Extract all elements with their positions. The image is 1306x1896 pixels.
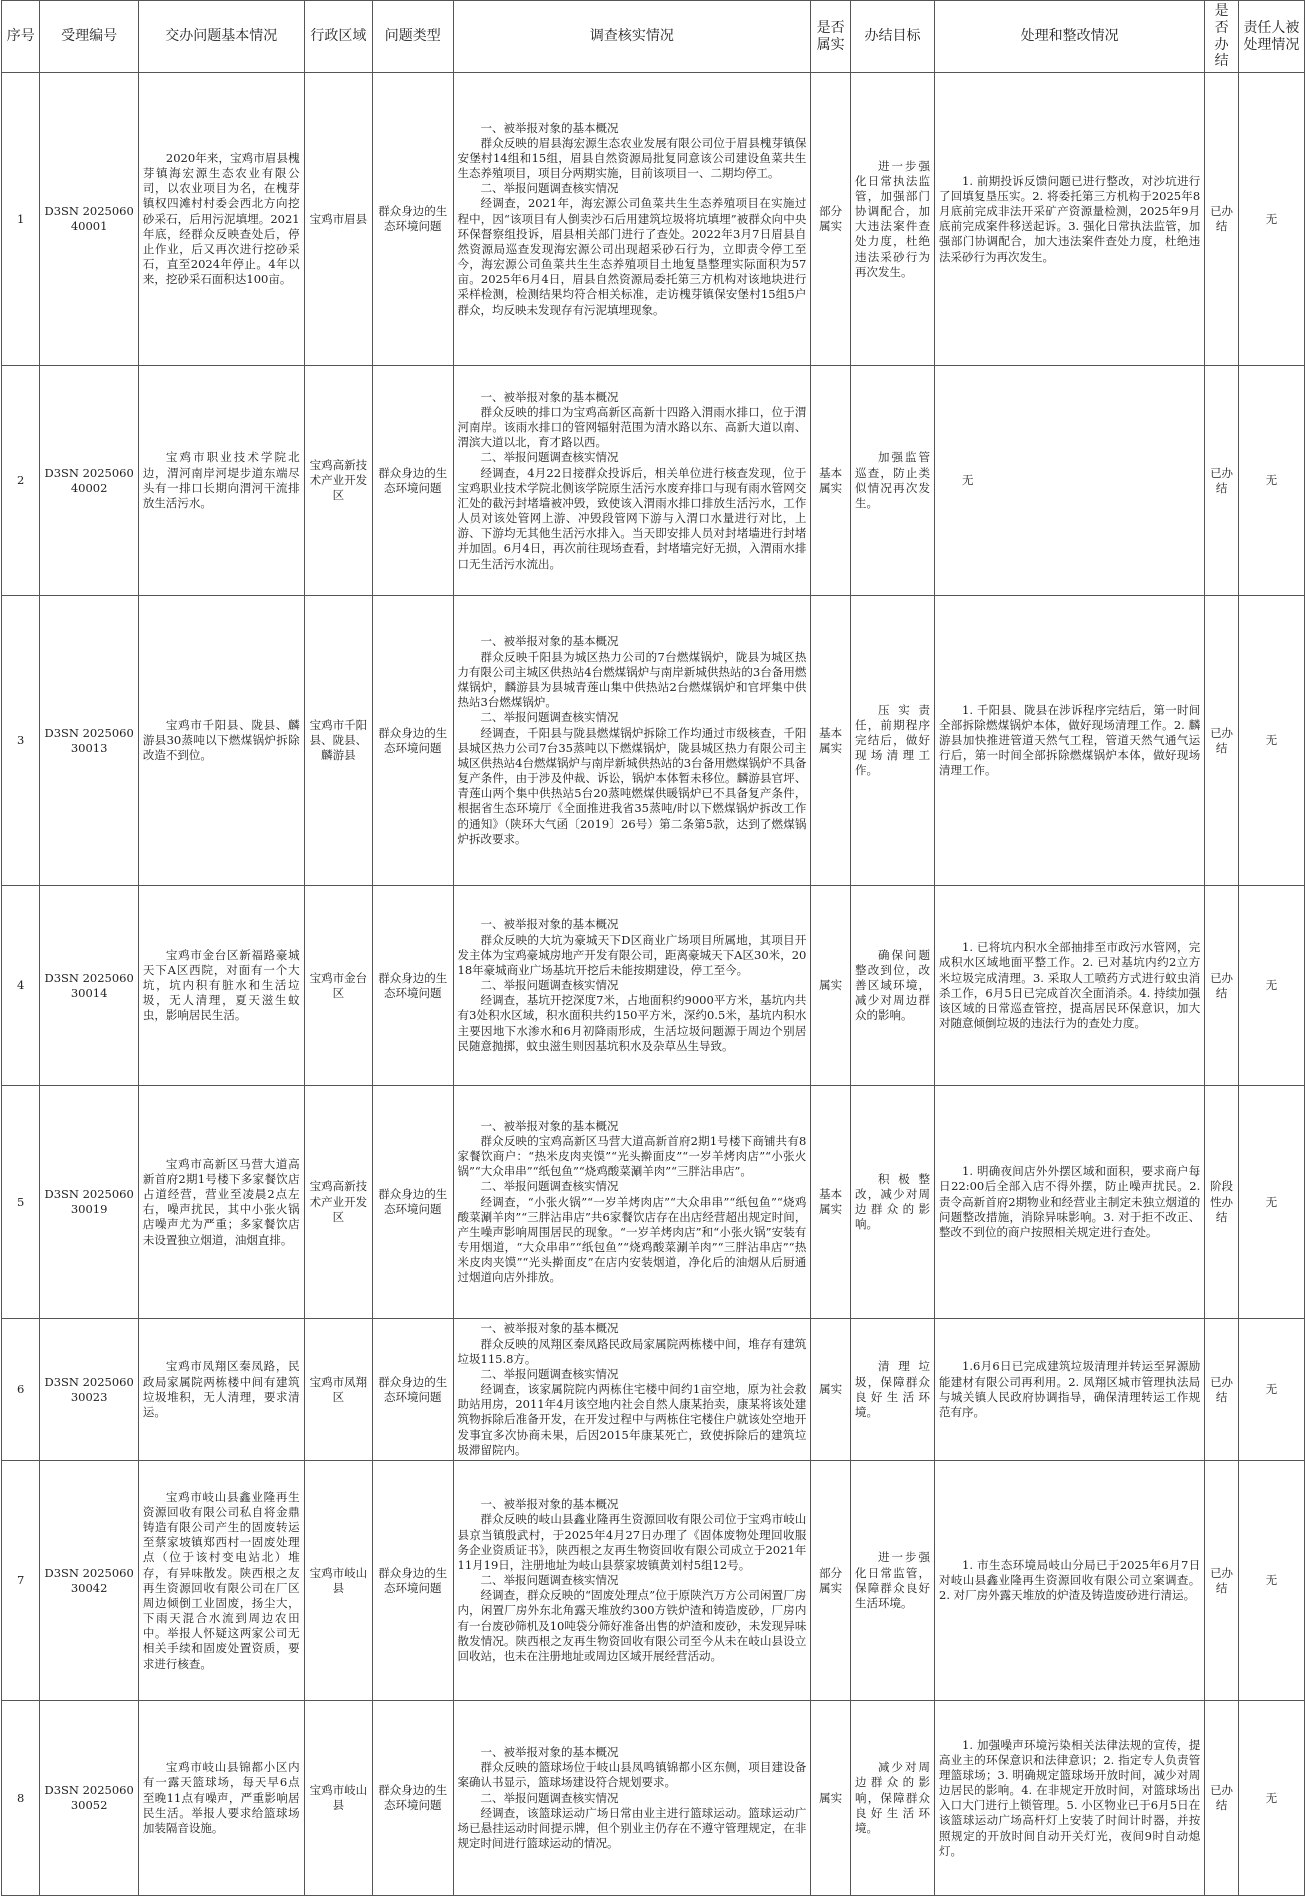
verified-status: 基本属实 — [811, 596, 851, 886]
investigation-paragraph: 经调查，基坑开挖深度7米，占地面积约9000平方米，基坑内共有3处积水区域，积水面积共约150平方米，深约0.5米，基坑内积水主要因地下水渗水和6月初降雨形成，生活垃圾问题源于周边个别居民随意抛掷，蚊虫滋生则因基坑积水及杂草丛生导致。 — [457, 993, 807, 1053]
accountability: 无 — [1238, 1319, 1304, 1461]
investigation-paragraph: 经调查，4月22日接群众投诉后，相关单位进行核查发现，位于宝鸡职业技术学院北侧该学院原生活污水废弃排口与现有雨水管网交汇处的截污封堵墙被冲毁，致使该入渭雨水排口排放生活污水，工作人员对该处管网上游、冲毁段管网下游与入渭口水量进行对比，上游、下游均无其他生活污水排入。当天即安排人员对封堵墙进行封堵并加固。6月4日，再次前往现场查看，封堵墙完好无损，入渭雨水排口无生活污水流出。 — [457, 465, 807, 571]
verified-status: 部分属实 — [811, 1461, 851, 1701]
investigation — [453, 1701, 811, 1896]
investigation-paragraph: 群众反映的宝鸡高新区马营大道高新首府2期1号楼下商铺共有8家餐饮商户：“热米皮肉夹馍”“光头擀面皮”“一岁羊烤肉店”“小张火锅”“大众串串”“纸包鱼”“烧鸡酸菜涮羊肉”“三胖沾串店”。 — [457, 1133, 807, 1179]
investigation-paragraph: 经调查，2021年，海宏源公司鱼菜共生生态养殖项目在实施过程中，因“该项目有人倒卖沙石后用建筑垃圾将坑填埋”被群众向中央环保督察组投诉，眉县相关部门进行了查处。2022年3月7日眉县自然资源局巡查发现海宏源公司出现超采砂石行为，立即责令停工至今，海宏源公司鱼菜共生生态养殖项目土地复垦整理实际面积为57亩。2025年6月4日，眉县自然资源局委托第三方机构对该地块进行采样检测，检测结果均符合相关标准，走访槐芽镇保安堡村15组5户群众，均反映未发现存有污泥填埋现象。 — [457, 196, 807, 317]
closed-status: 已办结 — [1205, 1319, 1239, 1461]
investigation-paragraph: 经调查，群众反映的“固废处理点”位于原陕汽万方公司闲置厂房内，闲置厂房外东北角露天堆放约300方铁炉渣和铸造废砂，厂房内有一台废砂筛机及10吨袋分筛好准备出售的炉渣和废砂，未发现异味散发情况。陕西根之友再生物资回收有限公司至今从未在岐山县设立回收站，也未在注册地址或周边区域开展经营活动。 — [457, 1588, 807, 1663]
verified-status: 部分属实 — [811, 73, 851, 366]
closed-status: 已办结 — [1205, 366, 1239, 596]
investigation — [453, 596, 811, 886]
closure-goal: 减少对周边群众的影响，保障群众良好生活环境。 — [850, 1701, 934, 1896]
region: 宝鸡市凤翔区 — [304, 1319, 372, 1461]
region: 宝鸡高新技术产业开发区 — [304, 1086, 372, 1319]
handling-measures: 1. 明确夜间店外外摆区域和面积，要求商户每日22:00后全部入店不得外摆，防止噪声扰民。2. 责令高新首府2期物业和经营业主制定未独立烟道的问题整改措施，消除异味影响。3. 对于拒不改正、整改不到位的商户按照相关规定进行查处。 — [935, 1086, 1205, 1319]
col-header: 办结目标 — [850, 1, 934, 73]
table-row — [2, 1461, 1305, 1701]
col-header: 行政区域 — [304, 1, 372, 73]
investigation-paragraph: 二、举报问题调查核实情况 — [480, 1790, 619, 1805]
problem-type: 群众身边的生态环境问题 — [373, 1319, 453, 1461]
col-header: 是否属实 — [811, 1, 851, 73]
accountability: 无 — [1238, 366, 1304, 596]
verified-status: 属实 — [811, 886, 851, 1086]
investigation — [453, 1461, 811, 1701]
closure-goal: 积极整改，减少对周边群众的影响。 — [850, 1086, 934, 1319]
table-row — [2, 1086, 1305, 1319]
handling-measures: 1. 千阳县、陇县在涉诉程序完结后，第一时间全部拆除燃煤锅炉本体，做好现场清理工作。2. 麟游县加快推进管道天然气工程，管道天然气通气运行后，第一时间全部拆除燃煤锅炉本体，做好现场清理工作。 — [935, 596, 1205, 886]
table-row — [2, 73, 1305, 366]
verified-status: 属实 — [811, 1701, 851, 1896]
investigation-paragraph: 群众反映的眉县海宏源生态农业发展有限公司位于眉县槐芽镇保安堡村14组和15组，眉县自然资源局批复同意该公司建设鱼菜共生生态养殖项目，项目分两期实施，目前该项目一、二期均停工。 — [457, 135, 807, 181]
table-row — [2, 1319, 1305, 1461]
investigation-paragraph: 一、被举报对象的基本概况 — [480, 1497, 619, 1512]
investigation-paragraph: 一、被举报对象的基本概况 — [480, 389, 619, 404]
investigation-paragraph: 一、被举报对象的基本概况 — [480, 634, 619, 649]
table-header-row — [2, 1, 1305, 73]
closed-status: 已办结 — [1205, 596, 1239, 886]
accountability: 无 — [1238, 73, 1304, 366]
table-row — [2, 886, 1305, 1086]
case-id: D3SN 202506030023 — [40, 1319, 138, 1461]
investigation-paragraph: 二、举报问题调查核实情况 — [480, 1179, 619, 1194]
row-number: 4 — [2, 886, 40, 1086]
table-row — [2, 1701, 1305, 1896]
row-number: 5 — [2, 1086, 40, 1319]
investigation — [453, 1319, 811, 1461]
problem-type: 群众身边的生态环境问题 — [373, 1701, 453, 1896]
accountability: 无 — [1238, 1701, 1304, 1896]
col-header: 是否办结 — [1205, 1, 1239, 73]
investigation-paragraph: 二、举报问题调查核实情况 — [480, 181, 619, 196]
investigation-paragraph: 经调查，千阳县与陇县燃煤锅炉拆除工作均通过市级核查，千阳县城区热力公司7台35蒸吨以下燃煤锅炉，陇县城区热力有限公司主城区供热站4台燃煤锅炉与南岸新城供热站的3台备用燃煤锅炉不具备复产条件，由于涉及仲裁、诉讼，锅炉本体暂未移位。麟游县官坪、青莲山两个集中供热站5台20蒸吨燃煤供暖锅炉已不具备复产条件，根据省生态环境厅《全面推进我省35蒸吨/时以下燃煤锅炉拆改工作的通知》（陕环大气函〔2019〕26号）第二条第5款，达到了燃煤锅炉拆改要求。 — [457, 725, 807, 846]
problem-description: 宝鸡市千阳县、陇县、麟游县30蒸吨以下燃煤锅炉拆除改造不到位。 — [138, 596, 304, 886]
problem-type: 群众身边的生态环境问题 — [373, 1461, 453, 1701]
investigation-paragraph: 一、被举报对象的基本概况 — [480, 120, 619, 135]
investigation-paragraph: 经调查，该家属院院内两栋住宅楼中间约1亩空地，原为社会救助站用房，2011年4月该空地内社会自然人康某抬卖，康某将该处建筑物拆除后准备开发，在开发过程中与两栋住宅楼住户就该处空地开发事宜多次协商未果，后因2015年康某死亡，致使拆除后的建筑垃圾滞留院内。 — [457, 1382, 807, 1457]
verified-status: 基本属实 — [811, 1086, 851, 1319]
col-header: 处理和整改情况 — [935, 1, 1205, 73]
row-number: 2 — [2, 366, 40, 596]
investigation-paragraph: 一、被举报对象的基本概况 — [480, 917, 619, 932]
handling-measures: 1. 加强噪声环境污染相关法律法规的宣传，提高业主的环保意识和法律意识；2. 指定专人负责管理篮球场；3. 明确规定篮球场开放时间，减少对周边居民的影响。4. 在非规定开放时间，对篮球场出入口大门进行上锁管理。5. 小区物业已于6月5日在该篮球运动广场高杆灯上安装了时间计时器，并按照规定的开放时间自动开关灯光，夜间9时自动熄灯。 — [935, 1701, 1205, 1896]
closed-status: 已办结 — [1205, 1461, 1239, 1701]
problem-description: 宝鸡市岐山县鑫业隆再生资源回收有限公司私自将金鼎铸造有限公司产生的固废转运至蔡家坡镇郑西村一固废处理点（位于该村变电站北）堆存，有异味散发。陕西根之友再生资源回收有限公司在厂区周边倾倒工业固废，扬尘大，下雨天混合水流到周边农田中。举报人怀疑这两家公司无相关手续和固废处置资质，要求进行核查。 — [138, 1461, 304, 1701]
accountability: 无 — [1238, 596, 1304, 886]
case-id: D3SN 202506030013 — [40, 596, 138, 886]
accountability: 无 — [1238, 886, 1304, 1086]
investigation-paragraph: 二、举报问题调查核实情况 — [480, 710, 619, 725]
col-header: 问题类型 — [373, 1, 453, 73]
closed-status: 已办结 — [1205, 73, 1239, 366]
problem-description: 宝鸡市凤翔区秦凤路，民政局家属院两栋楼中间有建筑垃圾堆积，无人清理，要求清运。 — [138, 1319, 304, 1461]
row-number: 6 — [2, 1319, 40, 1461]
investigation-paragraph: 二、举报问题调查核实情况 — [480, 450, 619, 465]
row-number: 3 — [2, 596, 40, 886]
closure-goal: 进一步强化日常监管，保障群众良好生活环境。 — [850, 1461, 934, 1701]
handling-measures: 1. 已将坑内积水全部抽排至市政污水管网，完成积水区域地面平整工作。2. 已对基坑内约2立方米垃圾完成清理。3. 采取人工喷药方式进行蚊虫消杀工作，6月5日已完成首次全面消杀。4. 持续加强该区域的日常巡查管控，提高居民环保意识，加大对随意倾倒垃圾的违法行为的查处力度。 — [935, 886, 1205, 1086]
verified-status: 基本属实 — [811, 366, 851, 596]
region: 宝鸡高新技术产业开发区 — [304, 366, 372, 596]
investigation-paragraph: 群众反映的篮球场位于岐山县凤鸣镇锦都小区东侧，项目建设备案确认书显示，篮球场建设符合规划要求。 — [457, 1760, 807, 1790]
closure-goal: 清理垃圾，保障群众良好生活环境。 — [850, 1319, 934, 1461]
verified-status: 属实 — [811, 1319, 851, 1461]
handling-measures: 1. 市生态环境局岐山分局已于2025年6月7日对岐山县鑫业隆再生资源回收有限公司立案调查。2. 对厂房外露天堆放的炉渣及铸造废砂进行清运。 — [935, 1461, 1205, 1701]
region: 宝鸡市金台区 — [304, 886, 372, 1086]
handling-measures: 1.6月6日已完成建筑垃圾清理并转运至昇源励能建材有限公司再利用。2. 凤翔区城市管理执法局与城关镇人民政府协调指导，确保清理转运工作规范有序。 — [935, 1319, 1205, 1461]
investigation-paragraph: 二、举报问题调查核实情况 — [480, 1573, 619, 1588]
closed-status: 已办结 — [1205, 1701, 1239, 1896]
investigation-paragraph: 群众反映的岐山县鑫业隆再生资源回收有限公司位于宝鸡市岐山县京当镇殷武村，于2025年4月27日办理了《固体废物处理回收服务企业资质证书》，陕西根之友再生物资回收有限公司成立于2021年11月19日，注册地址为岐山县蔡家坡镇黄刘村5组12号。 — [457, 1512, 807, 1572]
investigation-paragraph: 一、被举报对象的基本概况 — [480, 1321, 619, 1336]
case-id: D3SN 202506030042 — [40, 1461, 138, 1701]
closure-goal: 进一步强化日常执法监管，加强部门协调配合，加大违法案件查处力度，杜绝违法采砂行为再次发生。 — [850, 73, 934, 366]
investigation-paragraph: 群众反映的凤翔区秦凤路民政局家属院两栋楼中间，堆存有建筑垃圾115.8方。 — [457, 1336, 807, 1366]
region: 宝鸡市岐山县 — [304, 1701, 372, 1896]
investigation — [453, 366, 811, 596]
row-number: 7 — [2, 1461, 40, 1701]
case-id: D3SN 202506040001 — [40, 73, 138, 366]
row-number: 1 — [2, 73, 40, 366]
case-id: D3SN 202506030019 — [40, 1086, 138, 1319]
investigation-paragraph: 经调查，“小张火锅”“一岁羊烤肉店”“大众串串”“纸包鱼”“烧鸡酸菜涮羊肉”“三胖沾串店”共6家餐饮店存在出店经营超出规定时间，产生噪声影响周围居民的现象。“一岁羊烤肉店”和“小张火锅”安装有专用烟道，“大众串串”“纸包鱼”“烧鸡酸菜涮羊肉”“三胖沾串店”“热米皮肉夹馍”“光头擀面皮”在店内安装烟道，净化后的油烟从后厨通过烟道向店外排放。 — [457, 1194, 807, 1285]
closed-status: 已办结 — [1205, 886, 1239, 1086]
problem-description: 宝鸡市岐山县锦都小区内有一露天篮球场，每天早6点至晚11点有噪声，严重影响居民生活。举报人要求给篮球场加装隔音设施。 — [138, 1701, 304, 1896]
problem-type: 群众身边的生态环境问题 — [373, 886, 453, 1086]
problem-type: 群众身边的生态环境问题 — [373, 366, 453, 596]
closure-goal: 加强监管巡查，防止类似情况再次发生。 — [850, 366, 934, 596]
problem-description: 宝鸡市职业技术学院北边，渭河南岸河堤步道东端尽头有一排口长期向渭河干流排放生活污水。 — [138, 366, 304, 596]
investigation-paragraph: 一、被举报对象的基本概况 — [480, 1745, 619, 1760]
investigation — [453, 73, 811, 366]
table-row — [2, 596, 1305, 886]
complaint-table — [1, 0, 1305, 1896]
problem-description: 2020年来，宝鸡市眉县槐芽镇海宏源生态农业有限公司，以农业项目为名，在槐芽镇权四滩村村委会西北方向挖砂采石，后用污泥填埋。2021年底，经群众反映查处后，停止作业，后又再次进行挖砂采石，直至2024年停止。4年以来，挖砂采石面积达100亩。 — [138, 73, 304, 366]
accountability: 无 — [1238, 1086, 1304, 1319]
handling-measures: 1. 前期投诉反馈问题已进行整改，对沙坑进行了回填复垦压实。2. 将委托第三方机构于2025年8月底前完成非法开采矿产资源量检测，2025年9月底前完成案件移送起诉。3. 强化日常执法监管，加强部门协调配合，加大违法案件查处力度，杜绝违法采砂行为再次发生。 — [935, 73, 1205, 366]
investigation-paragraph: 群众反映的大坑为豪城天下D区商业广场项目所属地，其项目开发主体为宝鸡豪城房地产开发有限公司，距离豪城天下A区30米，2018年豪城商业广场基坑开挖后未能按期建设，停工至今。 — [457, 932, 807, 977]
region: 宝鸡市千阳县、陇县、麟游县 — [304, 596, 372, 886]
closed-status: 阶段性办结 — [1205, 1086, 1239, 1319]
investigation — [453, 1086, 811, 1319]
col-header: 受理编号 — [40, 1, 138, 73]
investigation-paragraph: 群众反映千阳县为城区热力公司的7台燃煤锅炉，陇县为城区热力有限公司主城区供热站4台燃煤锅炉与南岸新城供热站的3台备用燃煤锅炉，麟游县为县城青莲山集中供热站2台燃煤锅炉和官坪集中供热站3台燃煤锅炉。 — [457, 649, 807, 710]
col-header: 序号 — [2, 1, 40, 73]
problem-type: 群众身边的生态环境问题 — [373, 73, 453, 366]
investigation — [453, 886, 811, 1086]
investigation-paragraph: 一、被举报对象的基本概况 — [480, 1118, 619, 1133]
investigation-paragraph: 二、举报问题调查核实情况 — [480, 978, 619, 993]
investigation-paragraph: 经调查，该篮球运动广场日常由业主进行篮球运动。篮球运动广场已悬挂运动时间提示牌，但个别业主仍存在不遵守管理规定，在非规定时间进行篮球运动的情况。 — [457, 1805, 807, 1851]
case-id: D3SN 202506040002 — [40, 366, 138, 596]
table-row — [2, 366, 1305, 596]
accountability: 无 — [1238, 1461, 1304, 1701]
case-id: D3SN 202506030052 — [40, 1701, 138, 1896]
col-header: 交办问题基本情况 — [138, 1, 304, 73]
row-number: 8 — [2, 1701, 40, 1896]
col-header: 调查核实情况 — [453, 1, 811, 73]
investigation-paragraph: 群众反映的排口为宝鸡高新区高新十四路入渭雨水排口，位于渭河南岸。该雨水排口的管网辐射范围为清水路以东、高新大道以南、渭滨大道以北，育才路以西。 — [457, 404, 807, 450]
problem-type: 群众身边的生态环境问题 — [373, 596, 453, 886]
problem-description: 宝鸡市高新区马营大道高新首府2期1号楼下多家餐饮店占道经营，营业至凌晨2点左右，噪声扰民，其中小张火锅店噪声尤为严重；多家餐饮店未设置独立烟道，油烟直排。 — [138, 1086, 304, 1319]
region: 宝鸡市岐山县 — [304, 1461, 372, 1701]
handling-measures: 无 — [935, 366, 1205, 596]
region: 宝鸡市眉县 — [304, 73, 372, 366]
problem-description: 宝鸡市金台区新福路豪城天下A区西院，对面有一个大坑，坑内积有脏水和生活垃圾，无人清理，夏天滋生蚊虫，影响居民生活。 — [138, 886, 304, 1086]
case-id: D3SN 202506030014 — [40, 886, 138, 1086]
investigation-paragraph: 二、举报问题调查核实情况 — [480, 1366, 619, 1381]
col-header: 责任人被处理情况 — [1238, 1, 1304, 73]
closure-goal: 确保问题整改到位，改善区域环境，减少对周边群众的影响。 — [850, 886, 934, 1086]
closure-goal: 压实责任，前期程序完结后，做好现场清理工作。 — [850, 596, 934, 886]
problem-type: 群众身边的生态环境问题 — [373, 1086, 453, 1319]
